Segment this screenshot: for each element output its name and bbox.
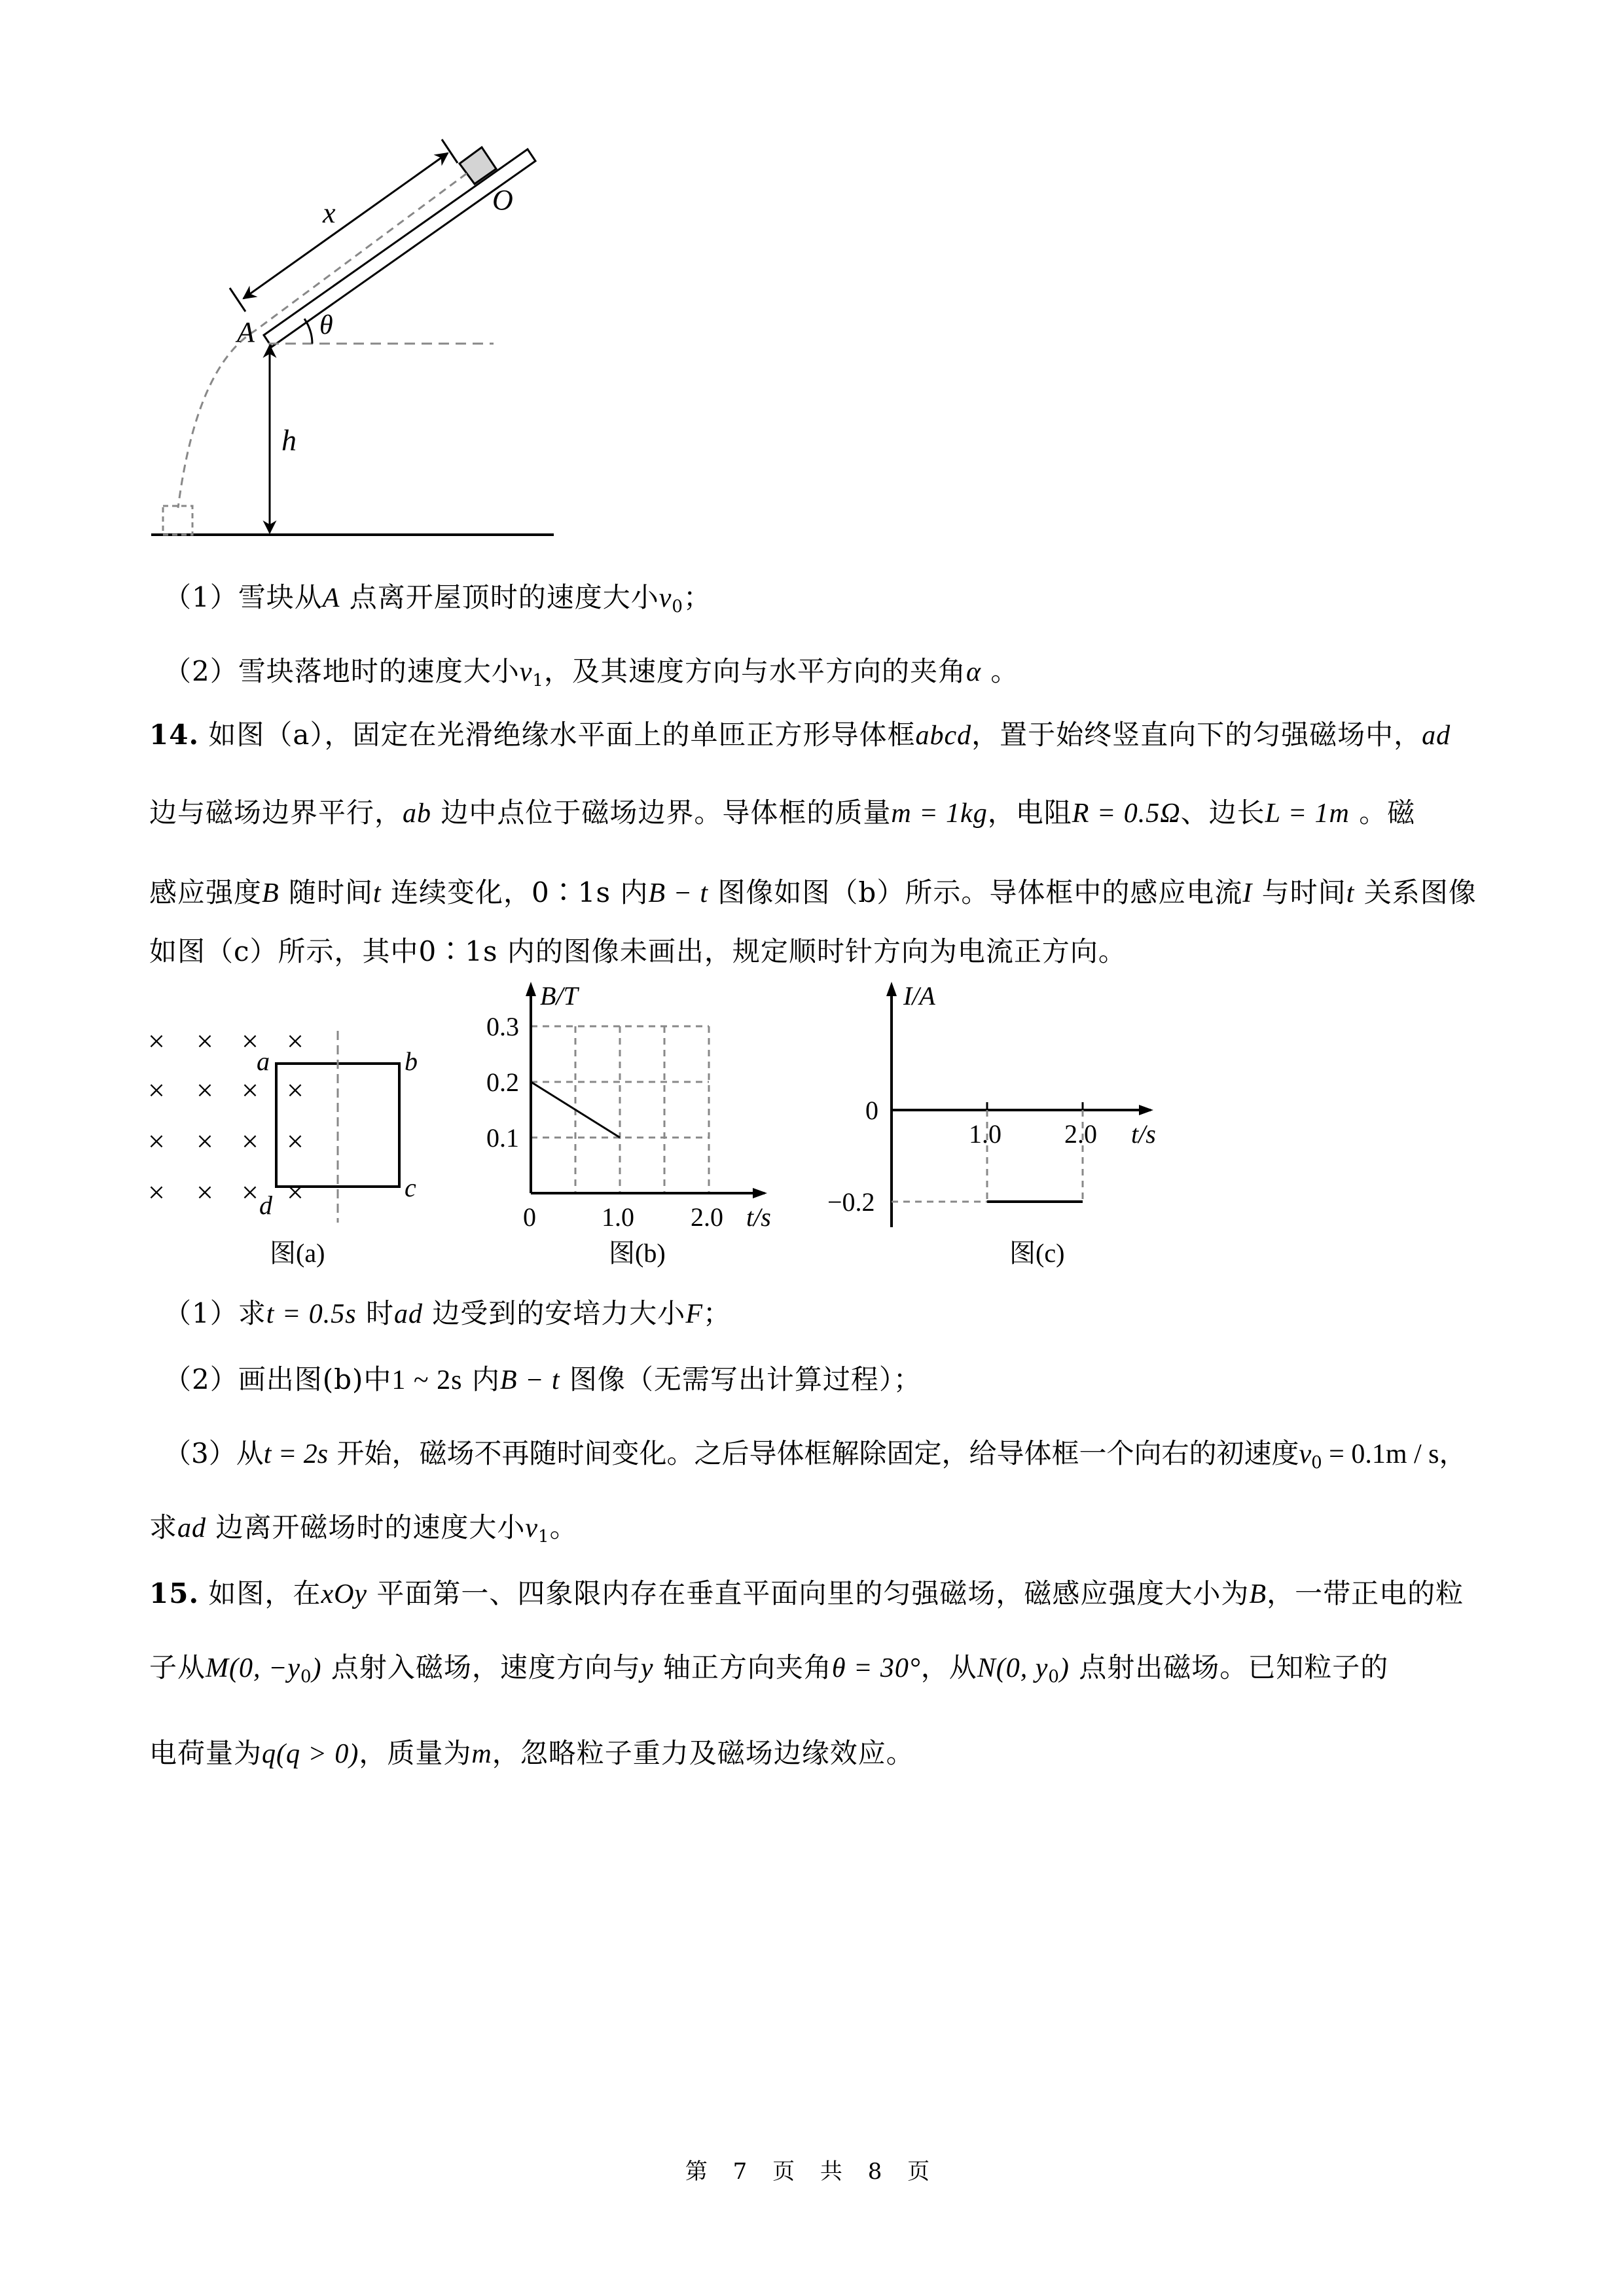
field-cross-icon: ×: [148, 1073, 165, 1107]
field-cross-icon: ×: [196, 1073, 213, 1107]
problem-number: 14.: [149, 719, 200, 751]
caption-fig-c: 图(c): [1009, 1238, 1065, 1268]
y-axis-label: B/T: [540, 981, 578, 1011]
subscript: 1: [532, 671, 544, 691]
corner-b: b: [405, 1047, 418, 1076]
field-cross-icon: ×: [287, 1175, 304, 1209]
text: 子从: [149, 1651, 206, 1683]
x-axis-label: t/s: [746, 1202, 771, 1232]
x-axis-label: t/s: [1131, 1119, 1156, 1149]
plane-xOy: xOy: [321, 1579, 368, 1609]
velocity-value: = 0.1m / s: [1322, 1439, 1439, 1469]
text: （3）从: [164, 1437, 264, 1469]
subscript: 0: [300, 1667, 312, 1687]
y-axis-label: I/A: [903, 981, 935, 1011]
label-theta: θ: [319, 310, 333, 340]
subscript: 0: [672, 597, 683, 617]
text: 点射入磁场，速度方向与: [321, 1651, 641, 1683]
y-tick-label: 0.2: [486, 1067, 519, 1097]
subscript: 0: [1048, 1667, 1060, 1687]
corner-a: a: [257, 1047, 270, 1076]
text: 图像（无需写出计算过程）；: [560, 1363, 922, 1395]
var-F: F: [685, 1299, 703, 1329]
problem-number: 15.: [149, 1577, 200, 1609]
text: ，忽略粒子重力及磁场边缘效应。: [492, 1737, 914, 1769]
caption-fig-b: 图(b): [609, 1238, 666, 1268]
label-A: A: [237, 316, 255, 348]
page-footer: 第 7 页 共 8 页: [685, 2159, 939, 2185]
text: ，电阻: [987, 797, 1072, 829]
paren: ): [312, 1653, 322, 1683]
q-text: （1）雪块从: [164, 581, 323, 613]
text: 轴正方向夹角: [653, 1651, 832, 1683]
text: 边离开磁场时的速度大小: [206, 1511, 526, 1543]
text: ，一带正电的粒: [1267, 1577, 1464, 1609]
B-t: B − t: [648, 878, 709, 908]
x-tick-label: 1.0: [969, 1119, 1001, 1149]
var-m: m: [471, 1739, 492, 1769]
subscript: 0: [1311, 1453, 1322, 1473]
text: ，质量为: [359, 1737, 472, 1769]
var-B: B: [262, 878, 280, 908]
x-tick-label: 2.0: [691, 1202, 723, 1232]
paren: ): [1059, 1653, 1070, 1683]
p14-question-1: [164, 1295, 1492, 1333]
text: 如图（a），固定在光滑绝缘水平面上的单匝正方形导体框: [199, 719, 916, 751]
text: ；: [702, 1297, 731, 1329]
text: 与时间: [1252, 876, 1346, 908]
text: 如图，在: [199, 1577, 321, 1609]
text: 时: [356, 1297, 394, 1329]
text: （1）求: [164, 1297, 266, 1329]
p15-line-3: [149, 1735, 1478, 1772]
var-v1: v: [519, 657, 533, 687]
edge-ad: ad: [177, 1513, 207, 1543]
corner-c: c: [405, 1173, 416, 1202]
y-tick-label: 0.3: [486, 1012, 519, 1041]
text: ，从: [920, 1651, 977, 1683]
var-I: I: [1242, 878, 1253, 908]
text: （2）画出图(b)中: [164, 1363, 392, 1395]
text: 边与磁场边界平行，: [149, 797, 403, 829]
time-condition: t = 0.5s: [266, 1299, 357, 1329]
field-cross-icon: ×: [287, 1124, 304, 1158]
field-cross-icon: ×: [287, 1073, 304, 1107]
var-v1: v: [525, 1513, 539, 1543]
point-N: N(0, y: [977, 1653, 1049, 1683]
x-tick-label: 0: [523, 1202, 536, 1232]
text: 边受到的安培力大小: [422, 1297, 686, 1329]
point-M: M(0, −y: [206, 1653, 300, 1683]
text: 平面第一、四象限内存在垂直平面向里的匀强磁场，磁感应强度大小为: [367, 1577, 1250, 1609]
text: 求: [149, 1511, 178, 1543]
text: 。磁: [1349, 797, 1416, 829]
angle-alpha: α: [965, 657, 981, 687]
p15-line-1: [149, 1575, 1478, 1613]
label-x: x: [323, 197, 336, 229]
text: 开始，磁场不再随时间变化。之后导体框解除固定，给导体框一个向右的初速度: [328, 1437, 1299, 1469]
field-cross-icon: ×: [196, 1175, 213, 1209]
y-tick-label: 0.1: [486, 1123, 519, 1153]
edge-ad: ad: [1422, 721, 1451, 751]
text: 电荷量为: [149, 1737, 262, 1769]
text: 图像如图（b）所示。导体框中的感应电流: [708, 876, 1243, 908]
text: 关系图像: [1354, 876, 1477, 908]
length-value: L = 1m: [1265, 798, 1350, 829]
text: 连续变化，0∶1s 内: [381, 876, 649, 908]
point-A: A: [322, 583, 340, 613]
label-O: O: [492, 184, 513, 216]
q-end: ；: [683, 581, 712, 613]
B-t: B − t: [499, 1365, 560, 1395]
var-v0: v: [1299, 1439, 1312, 1469]
edge-ab: ab: [403, 798, 432, 829]
x-tick-label: 2.0: [1064, 1119, 1097, 1149]
field-cross-icon: ×: [196, 1124, 213, 1158]
field-cross-icon: ×: [242, 1073, 259, 1107]
field-cross-icon: ×: [242, 1024, 259, 1058]
var-B: B: [1249, 1579, 1267, 1609]
frame-abcd: abcd: [915, 721, 972, 751]
mass-value: m = 1kg: [891, 798, 988, 829]
caption-fig-a: 图(a): [270, 1238, 325, 1268]
text: 、边长: [1180, 797, 1265, 829]
angle-theta: θ = 30°: [831, 1653, 921, 1683]
q-text: ，及其速度方向与水平方向的夹角: [543, 655, 966, 687]
time-condition: t = 2s: [263, 1439, 329, 1469]
text: 如图（c）所示，其中0∶1s 内的图像未画出，规定顺时针方向为电流正方向。: [149, 935, 1127, 967]
x-axis-arrow-icon: [1139, 1105, 1153, 1115]
charge-q: q(q > 0): [262, 1739, 359, 1769]
y-tick-label: 0: [865, 1096, 878, 1125]
y-axis-arrow-icon: [886, 982, 897, 996]
text: ，: [1439, 1437, 1467, 1469]
var-v0: v: [659, 583, 672, 613]
time-range: 1 ~ 2s: [391, 1365, 463, 1395]
text: 感应强度: [149, 876, 262, 908]
subscript: 1: [538, 1527, 550, 1547]
field-cross-icon: ×: [287, 1024, 304, 1058]
text: 点射出磁场。已知粒子的: [1069, 1651, 1389, 1683]
x-tick-label: 1.0: [602, 1202, 634, 1232]
resistance-value: R = 0.5Ω: [1072, 798, 1181, 829]
var-t: t: [1346, 878, 1355, 908]
p14-question-3-cont: [149, 1509, 1478, 1555]
corner-d: d: [259, 1191, 272, 1220]
q-text: （2）雪块落地时的速度大小: [164, 655, 520, 687]
p14-question-3: [164, 1435, 1492, 1481]
p15-line-2: [149, 1649, 1478, 1695]
text: 边中点位于磁场边界。导体框的质量: [431, 797, 892, 829]
text: 。: [549, 1511, 578, 1543]
y-tick-label: −0.2: [827, 1187, 875, 1217]
text: 随时间: [279, 876, 374, 908]
text: 内: [462, 1363, 500, 1395]
field-cross-icon: ×: [148, 1124, 165, 1158]
p14-question-2: [164, 1361, 1492, 1399]
field-cross-icon: ×: [242, 1175, 259, 1209]
text: ，置于始终竖直向下的匀强磁场中，: [971, 719, 1422, 751]
q-text: 点离开屋顶时的速度大小: [340, 581, 659, 613]
field-cross-icon: ×: [148, 1024, 165, 1058]
label-h: h: [281, 423, 297, 457]
var-y: y: [640, 1653, 654, 1683]
field-cross-icon: ×: [242, 1124, 259, 1158]
edge-ad: ad: [393, 1299, 423, 1329]
q-end: 。: [981, 655, 1019, 687]
field-cross-icon: ×: [196, 1024, 213, 1058]
var-t: t: [373, 878, 382, 908]
field-cross-icon: ×: [148, 1175, 165, 1209]
